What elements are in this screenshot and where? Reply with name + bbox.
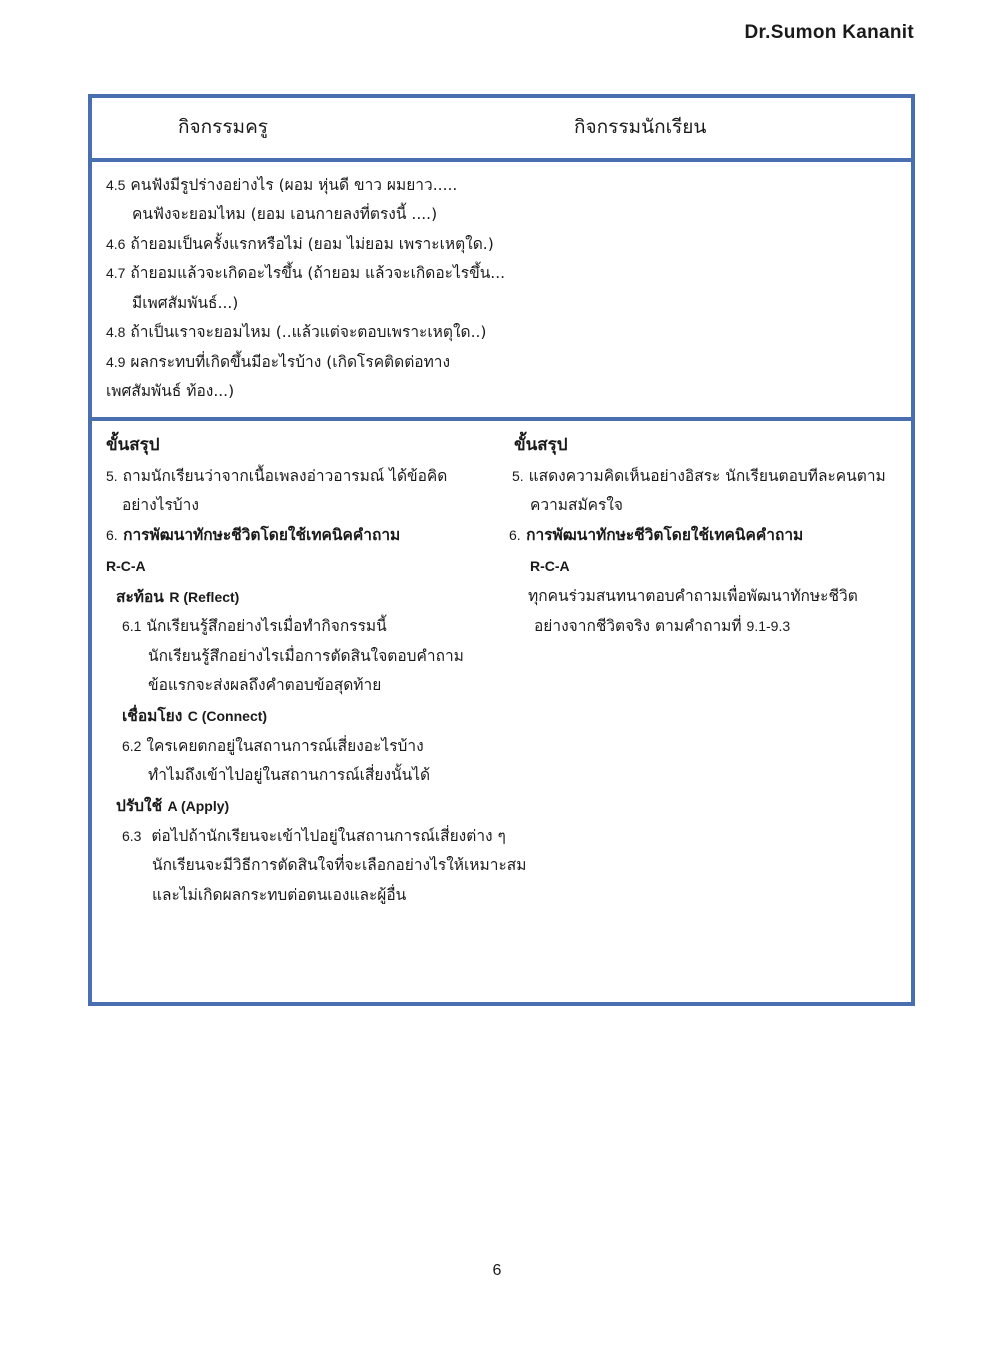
question-line: เพศสัมพันธ์ ท้อง...) [106, 382, 235, 400]
question-6-1: 6.1 นักเรียนรู้สึกอย่างไรเมื่อทำกิจกรรมนี้ [122, 617, 387, 635]
author-name: Dr.Sumon Kananit [744, 22, 914, 43]
question-6-2: 6.2 ใครเคยตกอยู่ในสถานการณ์เสี่ยงอะไรบ้าง [122, 737, 424, 755]
question-line: 4.9 ผลกระทบที่เกิดขึ้นมีอะไรบ้าง (เกิดโรคติดต่อทาง [106, 353, 451, 371]
student-summary-heading: ขั้นสรุป [514, 435, 568, 455]
student-line-1: ทุกคนร่วมสนทนาตอบคำถามเพื่อพัฒนาทักษะชีวิต [528, 587, 858, 605]
question-6-3-cont: นักเรียนจะมีวิธีการตัดสินใจที่จะเลือกอย่างไรให้เหมาะสม [152, 856, 527, 874]
question-line: คนฟังจะยอมไหม (ยอม เอนกายลงที่ตรงนี้ ....) [132, 205, 438, 223]
question-line: 4.6 ถ้ายอมเป็นครั้งแรกหรือไม่ (ยอม ไม่ยอม เพราะเหตุใด.) [106, 235, 494, 253]
teacher-item-6: 6. การพัฒนาทักษะชีวิตโดยใช้เทคนิคคำถาม [106, 526, 401, 544]
teacher-summary-heading: ขั้นสรุป [106, 435, 160, 455]
question-6-2-cont: ทำไมถึงเข้าไปอยู่ในสถานการณ์เสี่ยงนั้นได้ [148, 766, 431, 784]
apply-heading: ปรับใช้ A (Apply) [116, 797, 230, 815]
connect-heading: เชื่อมโยง C (Connect) [122, 707, 268, 725]
student-rca: R-C-A [530, 558, 570, 574]
student-item-5-cont: ความสมัครใจ [530, 496, 624, 514]
question-line: 4.5 คนฟังมีรูปร่างอย่างไร (ผอม หุ่นดี ขาว ผมยาว..... [106, 176, 458, 194]
student-item-6: 6. การพัฒนาทักษะชีวิตโดยใช้เทคนิคคำถาม [509, 526, 804, 544]
student-activity-header: กิจกรรมนักเรียน [574, 116, 707, 138]
question-6-1-cont: ข้อแรกจะส่งผลถึงคำตอบข้อสุดท้าย [148, 676, 382, 694]
summary-row [92, 421, 911, 1002]
page-number: 6 [492, 1262, 502, 1279]
question-line: 4.7 ถ้ายอมแล้วจะเกิดอะไรขึ้น (ถ้ายอม แล้วจะเกิดอะไรขึ้น... [106, 264, 506, 282]
question-line: มีเพศสัมพันธ์...) [132, 294, 239, 312]
student-item-5: 5. แสดงความคิดเห็นอย่างอิสระ นักเรียนตอบทีละคนตาม [512, 467, 886, 485]
question-row [92, 162, 911, 421]
question-6-3-cont: และไม่เกิดผลกระทบต่อตนเองและผู้อื่น [152, 886, 407, 904]
teacher-rca: R-C-A [106, 558, 146, 574]
teacher-activity-header: กิจกรรมครู [178, 116, 268, 138]
teacher-item-5-cont: อย่างไรบ้าง [122, 496, 199, 514]
question-6-3: 6.3 ต่อไปถ้านักเรียนจะเข้าไปอยู่ในสถานการณ์เสี่ยงต่าง ๆ [122, 827, 506, 845]
table-header-row [92, 98, 911, 162]
teacher-item-5: 5. ถามนักเรียนว่าจากเนื้อเพลงอ่าวอารมณ์ ได้ข้อคิด [106, 467, 448, 485]
question-6-1-cont: นักเรียนรู้สึกอย่างไรเมื่อการตัดสินใจตอบคำถาม [148, 647, 464, 665]
reflect-heading: สะท้อน R (Reflect) [116, 588, 240, 606]
student-line-2: อย่างจากชีวิตจริง ตามคำถามที่ 9.1-9.3 [534, 617, 791, 635]
question-line: 4.8 ถ้าเป็นเราจะยอมไหม (..แล้วแต่จะตอบเพราะเหตุใด..) [106, 323, 487, 341]
lesson-activity-table [88, 94, 915, 1006]
